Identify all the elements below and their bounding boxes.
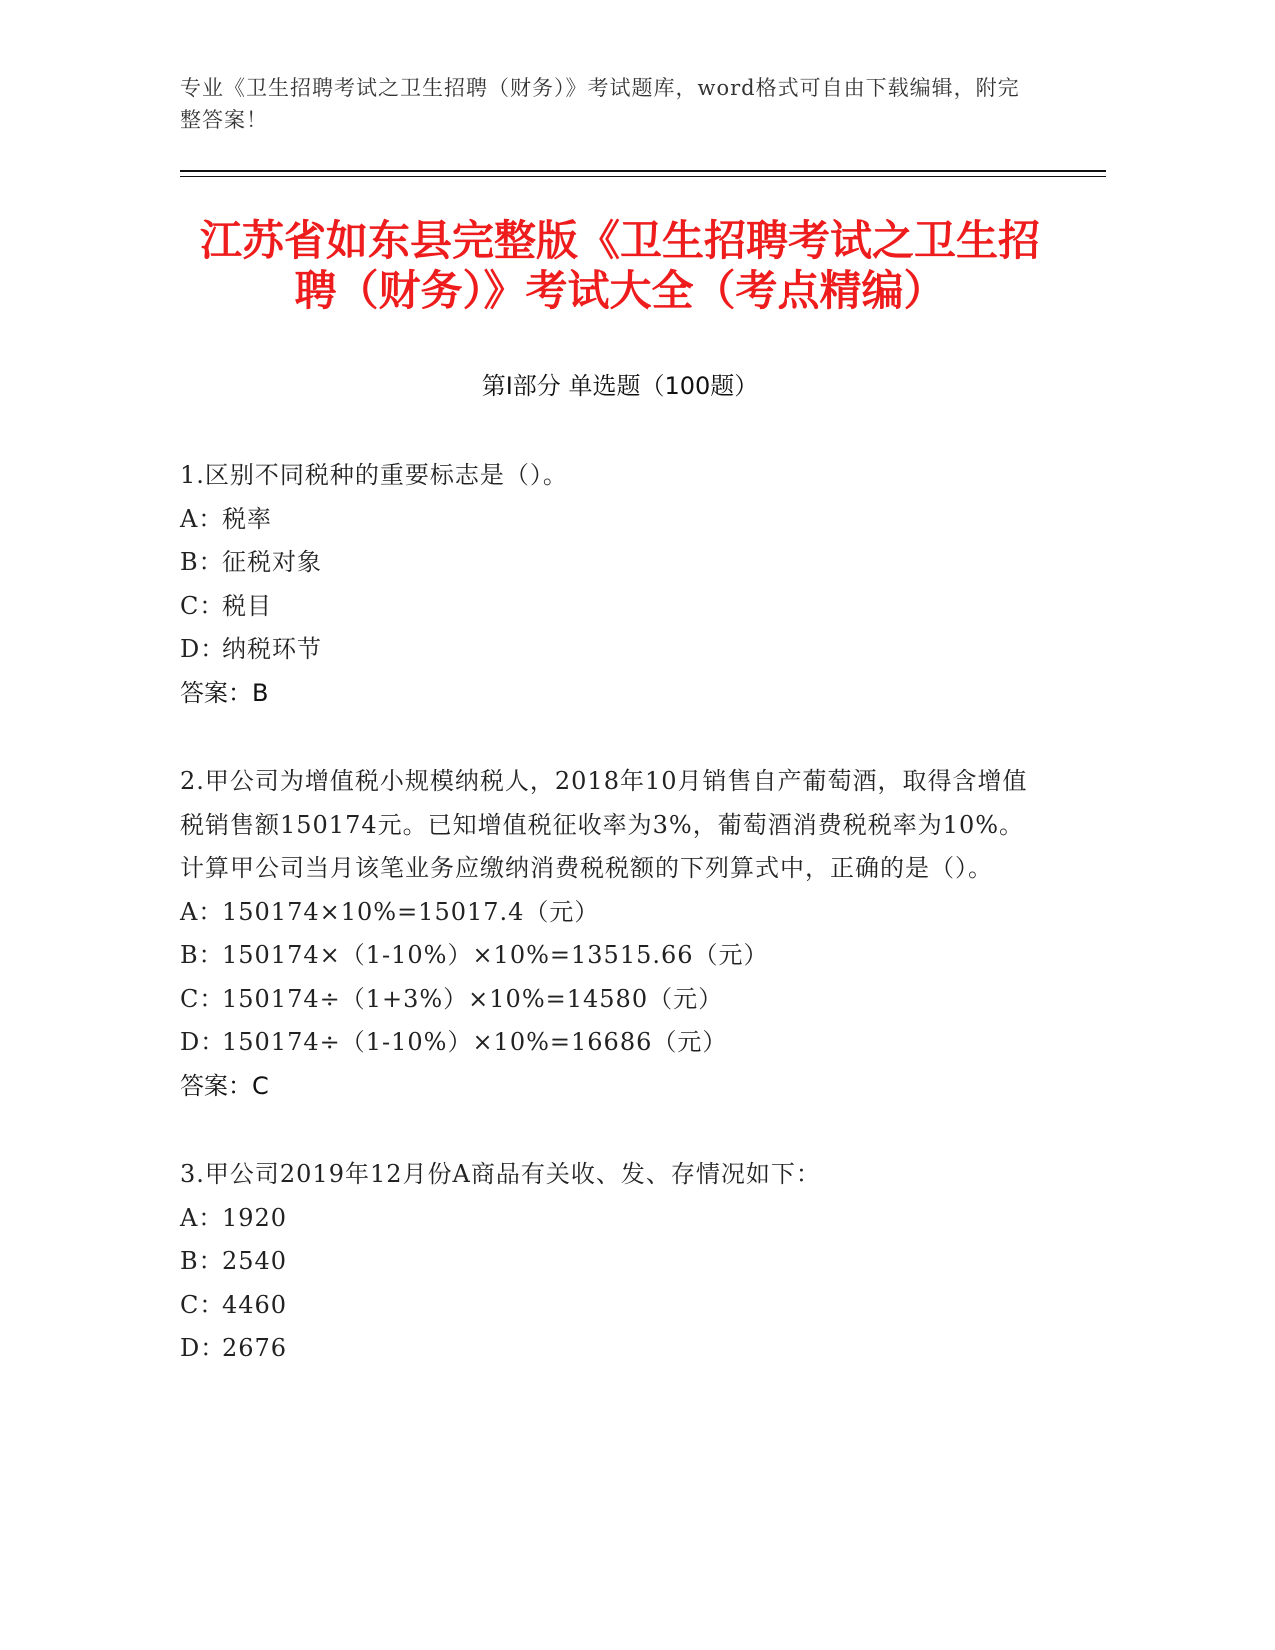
header-divider-thin [180,176,1106,177]
option-letter: A： [180,504,224,533]
question-1 [180,454,1040,715]
option-d [180,628,1040,672]
option-letter: B： [180,1247,224,1275]
option-letter: B： [180,548,224,576]
option-text: 2676 [222,1334,288,1362]
option-d [180,1327,1040,1371]
document-title: 江苏省如东县完整版《卫生招聘考试之卫生招聘（财务）》考试大全（考点精编） [199,216,1040,315]
option-b [180,1240,1040,1284]
option-letter: C： [180,1290,225,1319]
option-letter: B： [180,941,224,969]
option-text: 1920 [222,1203,288,1232]
header-note: 专业《卫生招聘考试之卫生招聘（财务）》考试题库，word格式可自由下载编辑，附完整答案！ [180,76,1020,132]
option-text: 4460 [222,1290,288,1319]
option-a [180,498,1040,542]
option-letter: D： [180,635,226,663]
answer-line: 答案：C [180,1071,269,1100]
header-divider-thick [180,170,1106,172]
question-text: 3.甲公司2019年12月份A商品有关收、发、存情况如下： [180,1160,821,1188]
option-letter: D： [180,1334,226,1362]
option-text: 150174×（1-10%）×10%=13515.66（元） [222,941,769,969]
option-letter: C： [180,591,225,620]
option-text: 150174×10%=15017.4（元） [222,897,600,926]
option-c [180,1284,1040,1328]
question-2 [180,760,1040,1108]
option-text: 税目 [222,591,272,620]
question-list [180,454,1040,1416]
option-c [180,978,1040,1022]
option-d [180,1021,1040,1065]
answer-line: 答案：B [180,678,269,707]
option-letter: C： [180,984,225,1013]
option-text: 2540 [222,1247,288,1275]
question-3 [180,1153,1040,1371]
option-a [180,1197,1040,1241]
option-b [180,934,1040,978]
section-title: 第Ⅰ部分 单选题（100题） [481,372,759,400]
question-text: 2.甲公司为增值税小规模纳税人，2018年10月销售自产葡萄酒，取得含增值税销售额150174元。已知增值税征收率为3%，葡萄酒消费税税率为10%。计算甲公司当月该笔业务应缴纳消费税税额的下列算式中，正确的是（）。 [180,767,1028,882]
option-text: 税率 [222,504,272,533]
option-letter: D： [180,1028,226,1056]
option-b [180,541,1040,585]
option-text: 纳税环节 [222,635,322,663]
option-letter: A： [180,1203,224,1232]
option-c [180,585,1040,629]
option-text: 150174÷（1-10%）×10%=16686（元） [222,1028,728,1056]
option-text: 150174÷（1+3%）×10%=14580（元） [222,984,724,1013]
option-letter: A： [180,897,224,926]
option-text: 征税对象 [222,548,322,576]
option-a [180,891,1040,935]
question-text: 1.区别不同税种的重要标志是（）。 [180,461,568,489]
